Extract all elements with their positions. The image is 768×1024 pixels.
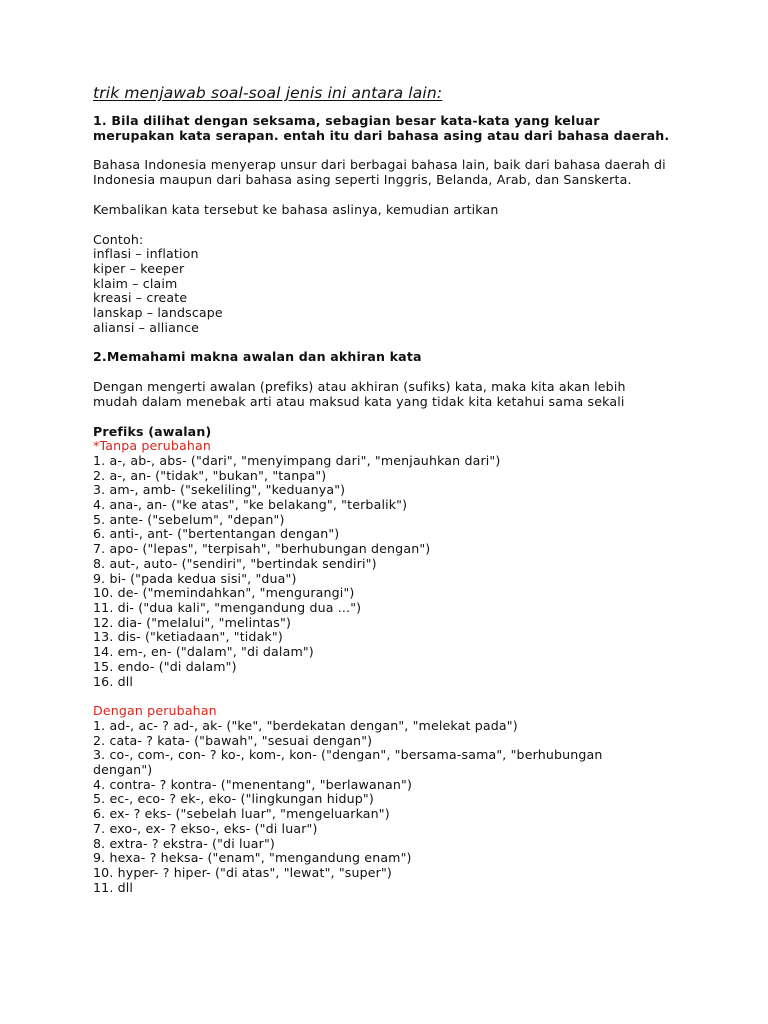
- list-item: dengan"): [93, 762, 153, 778]
- list-item: 13. dis- ("ketiadaan", "tidak"): [93, 629, 283, 645]
- list-item: 7. exo-, ex- ? ekso-, eks- ("di luar"): [93, 820, 318, 836]
- examples-label: Contoh:: [93, 231, 144, 247]
- point2-heading-line: 2.Memahami makna awalan dan akhiran kata: [93, 349, 422, 365]
- prefiks-heading: Prefiks (awalan): [93, 423, 212, 439]
- list-item: 10. hyper- ? hiper- ("di atas", "lewat", "super"): [93, 864, 392, 880]
- example-item: klaim – claim: [93, 275, 178, 291]
- list-item: 3. am-, amb- ("sekeliling", "keduanya"): [93, 482, 346, 498]
- list-item: 7. apo- ("lepas", "terpisah", "berhubungan dengan"): [93, 541, 431, 557]
- list-item: 8. extra- ? ekstra- ("di luar"): [93, 835, 275, 851]
- example-item: kiper – keeper: [93, 260, 185, 276]
- list-item: 5. ec-, eco- ? ek-, eko- ("lingkungan hidup"): [93, 791, 374, 807]
- point1-heading: [93, 114, 733, 143]
- example-item: lanskap – landscape: [93, 305, 223, 321]
- list-item: 11. di- ("dua kali", "mengandung dua ..."): [93, 599, 362, 615]
- list-item: 3. co-, com-, con- ? ko-, kom-, kon- ("dengan", "bersama-sama", "berhubungan: [93, 747, 603, 763]
- point1-paragraph: [93, 158, 733, 187]
- list-item: 4. ana-, an- ("ke atas", "ke belakang", "terbalik"): [93, 497, 408, 513]
- list-item: 9. bi- ("pada kedua sisi", "dua"): [93, 570, 297, 586]
- list-item: 1. a-, ab-, abs- ("dari", "menyimpang dari", "menjauhkan dari"): [93, 452, 501, 468]
- list-item: 14. em-, en- ("dalam", "di dalam"): [93, 644, 314, 660]
- list-item: 8. aut-, auto- ("sendiri", "bertindak sendiri"): [93, 555, 377, 571]
- list-item: 15. endo- ("di dalam"): [93, 658, 237, 674]
- tanpa-perubahan-label: *Tanpa perubahan: [93, 438, 212, 454]
- examples-block: [93, 233, 733, 336]
- list-item: 16. dll: [93, 673, 134, 689]
- list-item: 2. a-, an- ("tidak", "bukan", "tanpa"): [93, 467, 327, 483]
- example-item: inflasi – inflation: [93, 246, 199, 262]
- instruction-line: Kembalikan kata tersebut ke bahasa aslinya, kemudian artikan: [93, 201, 499, 217]
- list-item: 5. ante- ("sebelum", "depan"): [93, 511, 285, 527]
- example-item: kreasi – create: [93, 290, 188, 306]
- point1-heading-line: merupakan kata serapan. entah itu dari bahasa asing atau dari bahasa daerah.: [93, 127, 670, 143]
- point1-heading-line: 1. Bila dilihat dengan seksama, sebagian besar kata-kata yang keluar: [93, 113, 600, 128]
- list-item: 4. contra- ? kontra- ("menentang", "berlawanan"): [93, 776, 413, 792]
- list-item: 6. ex- ? eks- ("sebelah luar", "mengeluarkan"): [93, 806, 390, 822]
- page-title: trik menjawab soal-soal jenis ini antara lain:: [93, 84, 443, 102]
- list-item: 11. dll: [93, 879, 134, 895]
- paragraph-line: Bahasa Indonesia menyerap unsur dari berbagai bahasa lain, baik dari bahasa daerah di: [93, 157, 666, 173]
- list-item: 1. ad-, ac- ? ad-, ak- ("ke", "berdekatan dengan", "melekat pada"): [93, 717, 518, 733]
- list-item: 9. hexa- ? heksa- ("enam", "mengandung enam"): [93, 850, 412, 866]
- point1-instruction: [93, 203, 733, 218]
- dengan-perubahan-list: [93, 719, 733, 895]
- paragraph-line: mudah dalam menebak arti atau maksud kata yang tidak kita ketahui sama sekali: [93, 393, 625, 409]
- paragraph-line: Dengan mengerti awalan (prefiks) atau akhiran (sufiks) kata, maka kita akan lebih: [93, 379, 626, 395]
- prefiks-section: [93, 425, 733, 690]
- tanpa-perubahan-list: [93, 454, 733, 689]
- list-item: 2. cata- ? kata- ("bawah", "sesuai dengan"): [93, 732, 373, 748]
- dengan-perubahan-label: Dengan perubahan: [93, 703, 217, 719]
- example-item: aliansi – alliance: [93, 319, 200, 335]
- point2-paragraph: [93, 380, 733, 409]
- list-item: 10. de- ("memindahkan", "mengurangi"): [93, 585, 355, 601]
- list-item: 6. anti-, ant- ("bertentangan dengan"): [93, 526, 340, 542]
- document-body: [93, 84, 733, 895]
- point2-heading: [93, 350, 733, 365]
- paragraph-line: Indonesia maupun dari bahasa asing seperti Inggris, Belanda, Arab, dan Sanskerta.: [93, 172, 632, 188]
- dengan-perubahan-section: [93, 704, 733, 895]
- list-item: 12. dia- ("melalui", "melintas"): [93, 614, 292, 630]
